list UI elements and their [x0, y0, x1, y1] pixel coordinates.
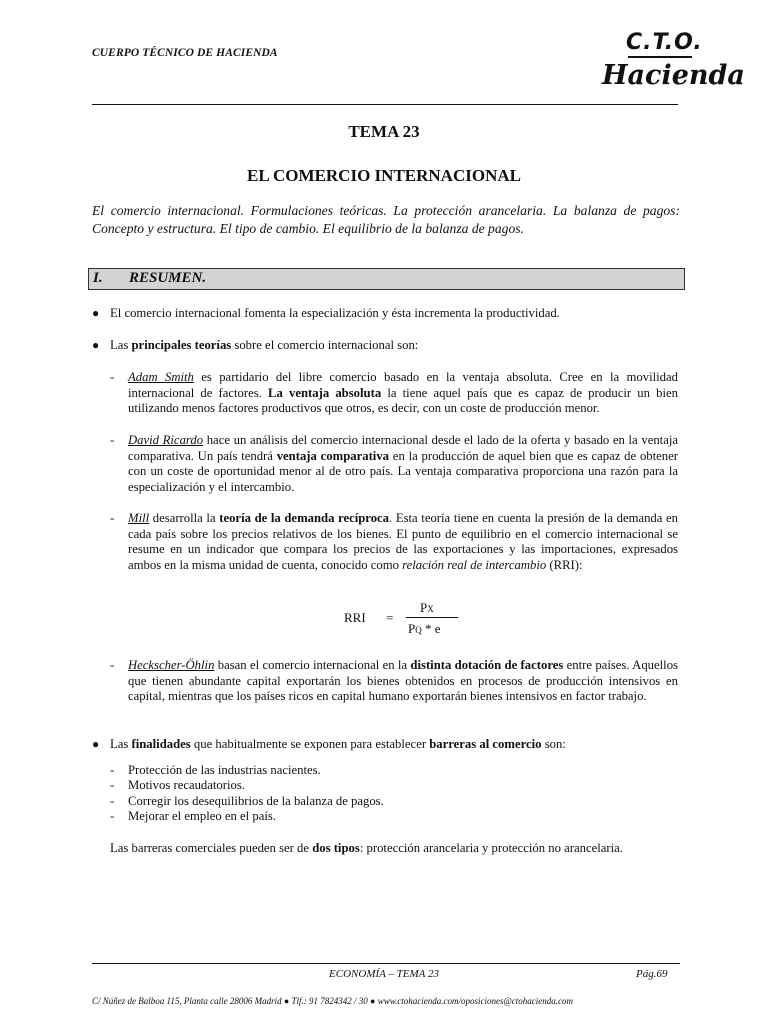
tema-number: TEMA 23 [348, 122, 420, 141]
dash-marker: - [110, 778, 115, 792]
bullet-teorias [110, 338, 680, 354]
dash-marker: - [110, 370, 115, 384]
bold-span: dos tipos [312, 841, 360, 855]
theory-mill [128, 511, 678, 573]
text-span: basan el comercio internacional en la [214, 658, 411, 672]
logo-line2: Hacienda [602, 60, 745, 91]
bold-span: teoría de la demanda recíproca [219, 511, 390, 525]
formula-symbol: P [408, 621, 416, 636]
text-span: desarrolla la [149, 511, 220, 525]
bullet-especializacion: El comercio internacional fomenta la especialización y ésta incrementa la productividad. [110, 306, 560, 320]
formula-subscript: Q [415, 625, 422, 635]
list-item: Mejorar el empleo en el país. [128, 809, 276, 823]
dash-marker: - [110, 511, 115, 525]
bullet-icon: ● [92, 306, 100, 320]
text-span: hace un análisis del comercio internacional desde el lado de la oferta y basado en la ventaja comparativa. Un país tendrá [128, 433, 678, 463]
logo-line1: C.T.O. [626, 30, 703, 55]
theory-ricardo [128, 433, 678, 495]
bold-span: ventaja comparativa [276, 448, 390, 463]
footer-divider [92, 963, 680, 964]
formula-lhs: RRI [344, 610, 366, 625]
author-name: Adam Smith [128, 370, 194, 384]
text-span: son: [541, 737, 566, 751]
theory-heckscher [128, 658, 678, 705]
author-name: Heckscher-Öhlin [128, 658, 215, 672]
bullet-icon: ● [92, 737, 100, 751]
fraction-bar [406, 617, 458, 618]
list-item: Corregir los desequilibrios de la balanza de pagos. [128, 794, 384, 808]
bold-span: principales teorías [131, 338, 232, 352]
bold-span: distinta dotación de factores [410, 658, 564, 672]
intro-summary: El comercio internacional. Formulaciones teóricas. La protección arancelaria. La balanza de pagos: Concepto y estructura. El tipo de cambio. El equilibrio de la balanza de pagos. [92, 203, 680, 236]
logo-underline [628, 56, 692, 58]
page-number: Pág.69 [636, 968, 668, 980]
text-span: : protección arancelaria y protección no arancelaria. [359, 841, 623, 855]
bold-span: barreras al comercio [429, 737, 542, 751]
barreras-paragraph [110, 841, 678, 857]
section-title: RESUMEN. [129, 270, 207, 286]
text-span: Las [110, 338, 132, 352]
author-name: Mill [128, 511, 150, 525]
text-span: es partidario del libre comercio basado en la ventaja absoluta. Cree en la movilidad internacional de factores. [128, 370, 678, 400]
list-item: Motivos recaudatorios. [128, 778, 245, 792]
header-title: CUERPO TÉCNICO DE HACIENDA [92, 47, 278, 59]
footer-address: C/ Núñez de Balboa 115, Planta calle 28006 Madrid ● Tlf.: 91 7824342 / 30 ● www.ctohacienda.com/oposiciones@ctohacienda.com [92, 996, 574, 1006]
cto-logo [598, 30, 745, 100]
text-span: entre países. Aquellos que tienen abundante capital exportarán los bienes obtenidos en procesos de producción intensivos en capital, mientras que los países ricos en capital humano exportarán bienes intensivos en factor trabajo. [128, 658, 678, 704]
bullet-icon: ● [92, 338, 100, 352]
dash-marker: - [110, 809, 115, 823]
formula-subscript: X [427, 604, 434, 614]
bold-span: La ventaja absoluta [268, 385, 382, 400]
text-span: Las barreras comerciales pueden ser de [110, 841, 313, 855]
formula-numerator [420, 600, 434, 616]
formula-denominator [408, 621, 441, 637]
list-item: Protección de las industrias nacientes. [128, 763, 321, 777]
dash-marker: - [110, 794, 115, 808]
text-span: sobre el comercio internacional son: [231, 338, 419, 352]
formula-equals: = [386, 610, 394, 625]
italic-span: relación real de intercambio [402, 557, 547, 572]
author-name: David Ricardo [128, 433, 204, 447]
text-span: (RRI): [546, 557, 583, 572]
header-divider [92, 104, 678, 105]
footer-subject: ECONOMÍA – TEMA 23 [329, 968, 439, 980]
tema-title: EL COMERCIO INTERNACIONAL [247, 166, 521, 185]
text-span: que habitualmente se exponen para establecer [190, 737, 430, 751]
formula-symbol: * e [421, 621, 441, 636]
text-span: la tiene aquel país que es capaz de producir un bien utilizando menos factores productivos que otros, es decir, con un coste de producción menor. [128, 385, 678, 416]
dash-marker: - [110, 433, 115, 447]
rri-formula [344, 602, 484, 642]
section-number: I. [93, 270, 103, 286]
theory-smith [128, 370, 678, 417]
dash-marker: - [110, 658, 115, 672]
text-span: . Esta teoría tiene en cuenta la presión de la demanda en cada país sobre los precios relativos de los bienes. El punto de equilibrio en el comercio internacional se resume en un indicador que compara los precios de las exportaciones y las importaciones, expresados ambos en la misma unidad de cuenta, conocido como [128, 511, 678, 572]
bold-span: finalidades [131, 737, 191, 751]
text-span: en la producción de aquel bien que es capaz de obtener con un coste de oportunidad menor al de otro país. La ventaja comparativa proporciona una razón para la especialización y el intercambio. [128, 448, 678, 494]
bullet-finalidades [110, 737, 680, 753]
section-heading [88, 268, 685, 290]
formula-symbol: P [420, 600, 428, 615]
dash-marker: - [110, 763, 115, 777]
text-span: Las [110, 737, 132, 751]
